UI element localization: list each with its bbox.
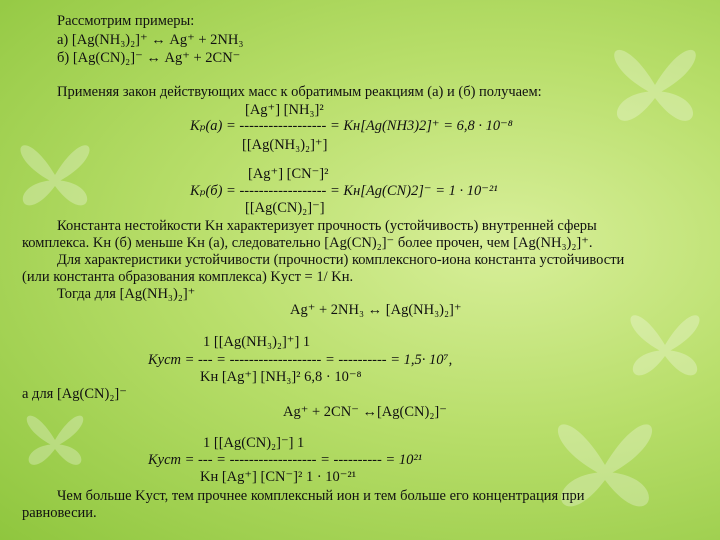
kp-a-numerator: [Ag⁺] [NH₃]²	[245, 102, 324, 118]
final-line2: равновесии.	[22, 505, 97, 521]
kp-a-denominator: [[Ag(NH₃)₂]⁺]	[242, 137, 328, 153]
example-b: б) [Ag(CN)₂]⁻ ↔ Ag⁺ + 2CN⁻	[57, 50, 241, 66]
kp-a-equation: Kₚ(а) = ------------------ = Kн[Ag(NH3)2]⁺ = 6,8 · 10⁻⁸	[190, 118, 513, 134]
kp-b-numerator: [Ag⁺] [CN⁻]²	[248, 166, 329, 182]
final-line1: Чем больше Kуст, тем прочнее комплексный ион и тем больше его концентрация при	[57, 488, 585, 504]
heading: Рассмотрим примеры:	[57, 13, 195, 29]
kust1-top: 1 [[Ag(NH₃)₂]⁺] 1	[203, 334, 311, 350]
butterfly-icon	[520, 390, 690, 540]
kp-b-equation: Kₚ(б) = ------------------ = Kн[Ag(CN)2]⁻ = 1 · 10⁻²¹	[190, 183, 498, 199]
kust2-top: 1 [[Ag(CN)₂]⁻] 1	[203, 435, 305, 451]
paragraph1-line1: Константа нестойкости Kн характеризует прочность (устойчивость) внутренней сферы	[57, 218, 597, 234]
then-for-text: Тогда для [Ag(NH₃)₂]⁺	[57, 286, 196, 302]
equation-nh3: Ag⁺ + 2NH₃ ↔ [Ag(NH₃)₂]⁺	[290, 302, 462, 318]
paragraph2-line1: Для характеристики устойчивости (прочности) комплексного-иона константа устойчивости	[57, 252, 625, 268]
paragraph2-line2: (или константа образования комплекса) Kуст = 1/ Kн.	[22, 269, 354, 285]
equation-cn: Ag⁺ + 2CN⁻ ↔[Ag(CN)₂]⁻	[283, 404, 447, 420]
paragraph1-line2: комплекса. Kн (б) меньше Kн (а), следовательно [Ag(CN)₂]⁻ более прочен, чем [Ag(NH₃)₂]⁺.	[22, 235, 593, 251]
kust2-bot: Kн [Ag⁺] [CN⁻]² 1 · 10⁻²¹	[200, 469, 357, 485]
applying-text: Применяя закон действующих масс к обратимым реакциям (а) и (б) получаем:	[57, 84, 542, 100]
and-for-text: а для [Ag(CN)₂]⁻	[22, 386, 127, 402]
kust1-mid: Kуст = --- = ------------------- = ---------- = 1,5· 10⁷,	[148, 352, 453, 368]
butterfly-icon	[590, 20, 720, 150]
butterfly-icon	[10, 390, 100, 490]
kp-b-denominator: [[Ag(CN)₂]⁻]	[245, 200, 325, 216]
kust2-mid: Kуст = --- = ------------------ = ---------- = 10²¹	[148, 452, 423, 468]
kust1-bot: Kн [Ag⁺] [NH₃]² 6,8 · 10⁻⁸	[200, 369, 362, 385]
butterfly-icon	[0, 120, 110, 230]
example-a: а) [Ag(NH₃)₂]⁺ ↔ Ag⁺ + 2NH₃	[57, 32, 244, 48]
